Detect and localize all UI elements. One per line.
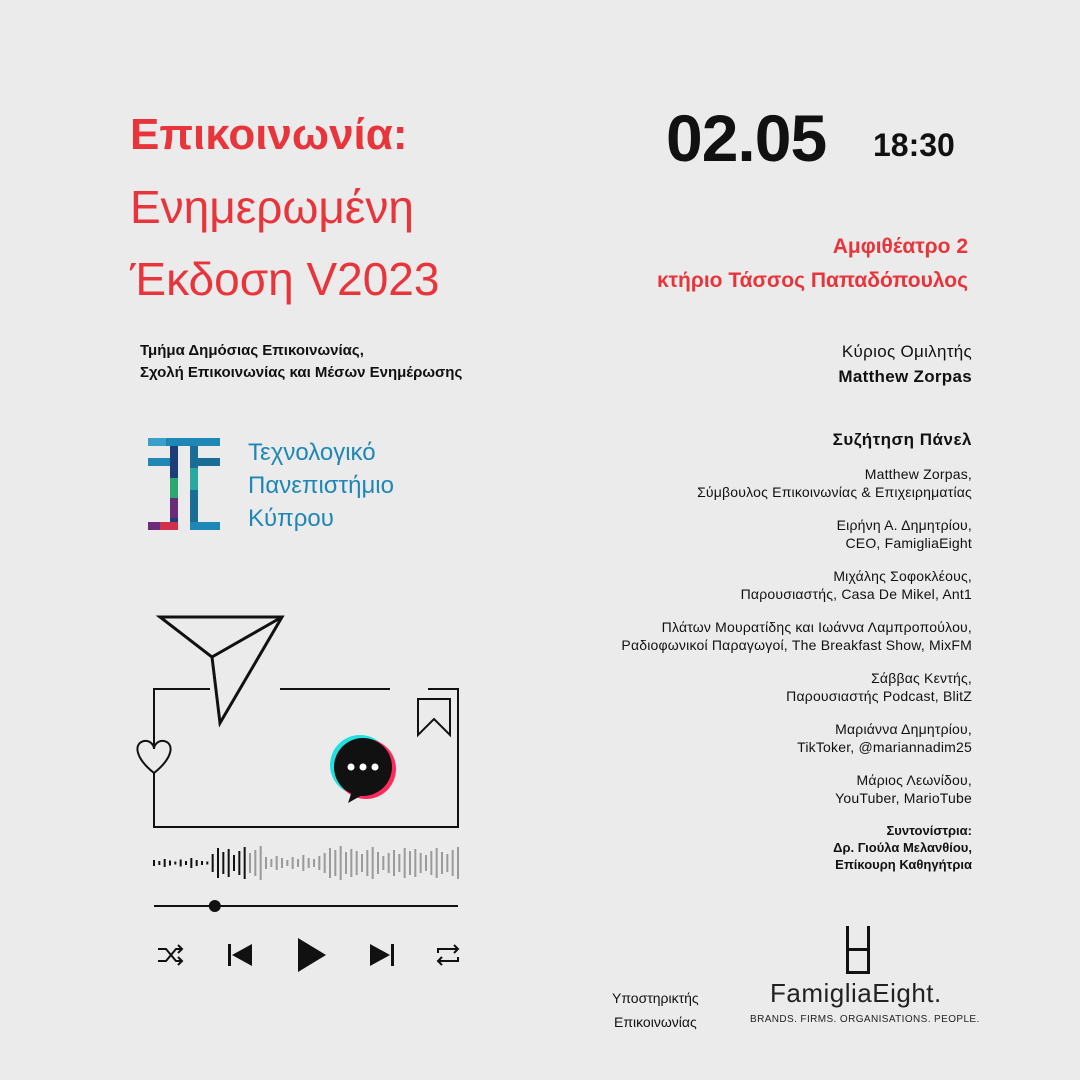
panelist-name: Μαριάννα Δημητρίου, (835, 721, 972, 737)
event-date: 02.05 (666, 101, 827, 175)
panelist-name: Μάριος Λεωνίδου, (856, 772, 972, 788)
panelist-role: Σύμβουλος Επικοινωνίας & Επιχειρηματίας (697, 484, 972, 500)
university-line-1: Τεχνολογικό (248, 439, 376, 466)
sponsor-tagline: BRANDS. FIRMS. ORGANISATIONS. PEOPLE. (750, 1014, 980, 1025)
panelist-role: Ραδιοφωνικοί Παραγωγοί, The Breakfast Show, MixFM (621, 637, 972, 653)
panelist-name: Matthew Zorpas, (864, 466, 972, 482)
shuffle-icon (158, 945, 182, 965)
panelist-name: Ειρήνη Α. Δημητρίου, (836, 517, 972, 533)
university-logo-icon (148, 438, 220, 530)
department (140, 340, 462, 384)
panelist (621, 771, 972, 807)
famigliaeight-logo-icon (838, 924, 878, 976)
university-line-3: Κύπρου (248, 505, 334, 532)
sponsor-label (612, 986, 699, 1034)
department-line-1: Τμήμα Δημόσιας Επικοινωνίας, (140, 342, 364, 359)
panelist-name: Σάββας Κεντής, (871, 670, 972, 686)
venue-line-1: Αμφιθέατρο 2 (832, 235, 968, 258)
panel-title: Συζήτηση Πάνελ (832, 430, 972, 449)
panelist (621, 669, 972, 705)
next-icon (370, 944, 394, 966)
moderator (621, 822, 972, 873)
moderator-role: Επίκουρη Καθηγήτρια (835, 857, 972, 872)
sponsor-name: FamigliaEight. (770, 978, 942, 1008)
paper-plane-icon (160, 617, 282, 723)
panelist (621, 516, 972, 552)
venue-line-2: κτήριο Τάσσος Παπαδόπουλος (656, 269, 968, 292)
panelist-name: Πλάτων Μουρατίδης και Ιωάννα Λαμπροπούλου, (661, 619, 972, 635)
previous-icon (228, 944, 252, 966)
panelist (621, 720, 972, 756)
panelist-role: Παρουσιαστής, Casa De Mikel, Ant1 (740, 586, 972, 602)
post-frame (154, 689, 458, 827)
panelist-role: CEO, FamigliaEight (845, 535, 972, 551)
venue (657, 230, 968, 298)
panelist (621, 618, 972, 654)
play-icon (298, 938, 326, 972)
heart-icon (137, 741, 170, 773)
chat-bubble-icon (330, 735, 396, 803)
keynote-name: Matthew Zorpas (838, 367, 972, 386)
panelist-role: YouTuber, MarioTube (835, 790, 972, 806)
panelist-name: Μιχάλης Σοφοκλέους, (833, 568, 972, 584)
panelist-role: TikToker, @mariannadim25 (797, 739, 972, 755)
sponsor-label-line-1: Υποστηρικτής (612, 990, 699, 1006)
panel-list (621, 465, 972, 873)
panelist (621, 465, 972, 501)
bookmark-icon (418, 699, 450, 735)
title-line-1: Επικοινωνία: (130, 110, 408, 159)
moderator-label: Συντονίστρια: (886, 823, 972, 838)
repeat-icon (438, 945, 458, 965)
waveform (154, 846, 458, 880)
moderator-name: Δρ. Γιούλα Μελανθίου, (833, 840, 972, 855)
sponsor-label-line-2: Επικοινωνίας (613, 1014, 697, 1030)
media-player-illustration (130, 605, 470, 985)
keynote-label: Κύριος Ομιλητής (841, 342, 972, 361)
title-line-3: Έκδοση V2023 (130, 253, 440, 305)
event-time: 18:30 (873, 127, 955, 163)
department-line-2: Σχολή Επικοινωνίας και Μέσων Ενημέρωσης (140, 364, 463, 381)
title-line-2: Ενημερωμένη (130, 181, 414, 233)
panelist-role: Παρουσιαστής Podcast, BlitZ (786, 688, 972, 704)
university-name (248, 436, 394, 535)
panelist (621, 567, 972, 603)
progress-knob (209, 900, 221, 912)
university-line-2: Πανεπιστήμιο (248, 472, 394, 499)
